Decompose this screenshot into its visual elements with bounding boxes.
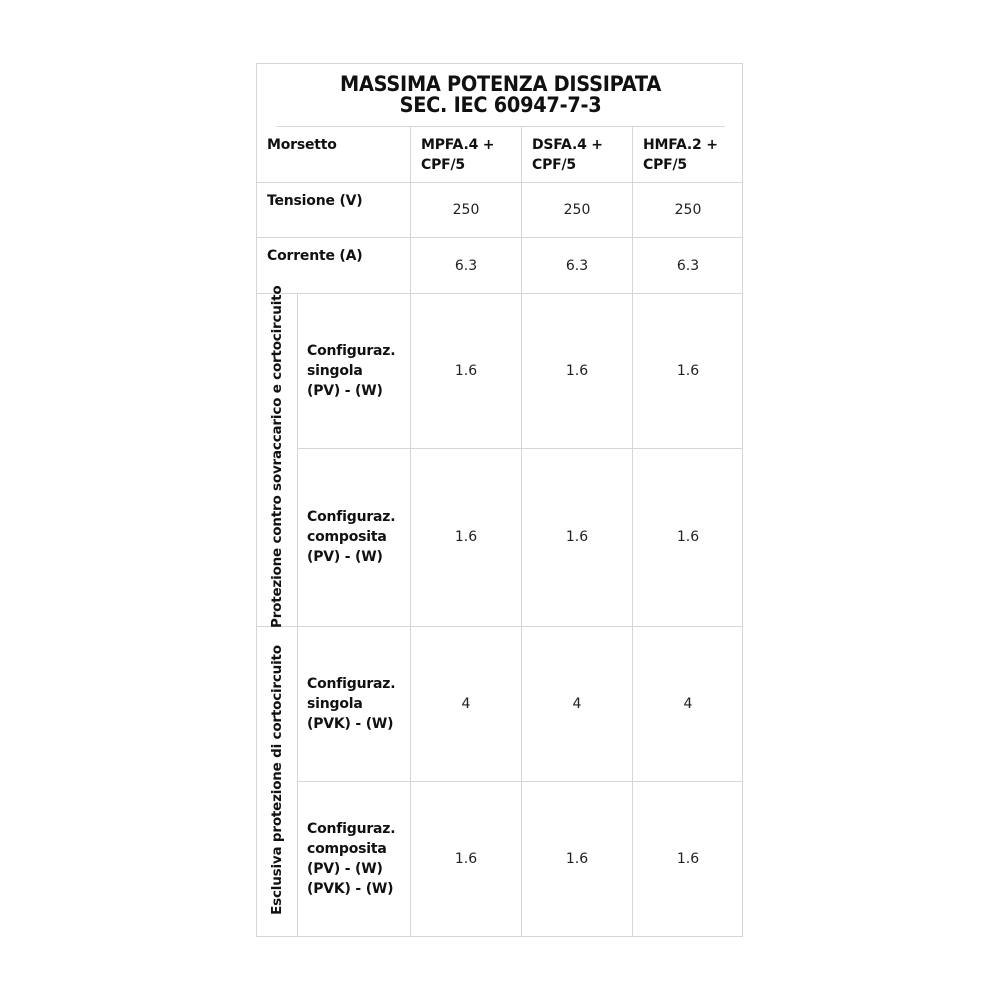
row-divider bbox=[257, 293, 742, 294]
cell-g1r2-1: 1.6 bbox=[454, 529, 478, 545]
group-label-esclusiva-cortocircuito: Esclusiva protezione di cortocircuito bbox=[269, 645, 285, 915]
cell-g2r1-3: 4 bbox=[683, 696, 693, 712]
cell-corrente-3: 6.3 bbox=[676, 258, 700, 274]
row-label-tensione: Tensione (V) bbox=[267, 193, 363, 209]
cell-tensione-2: 250 bbox=[563, 202, 591, 218]
cell-g2r2-3: 1.6 bbox=[676, 851, 700, 867]
row-label-config-singola-pvk: Configuraz. singola (PVK) - (W) bbox=[307, 676, 396, 732]
header-col-2: DSFA.4 + CPF/5 bbox=[532, 137, 603, 173]
row-label-config-composita-pv-pvk: Configuraz. composita (PV) - (W) (PVK) - (W) bbox=[307, 821, 396, 897]
row-divider bbox=[257, 237, 742, 238]
cell-g1r1-1: 1.6 bbox=[454, 363, 478, 379]
power-dissipation-table bbox=[256, 63, 743, 937]
header-col-1: MPFA.4 + CPF/5 bbox=[421, 137, 495, 173]
group-label-protezione-sovraccarico: Protezione contro sovraccarico e cortocircuito bbox=[269, 285, 285, 628]
header-label-morsetto: Morsetto bbox=[267, 137, 337, 153]
cell-g2r2-1: 1.6 bbox=[454, 851, 478, 867]
table-title bbox=[276, 64, 724, 127]
row-divider bbox=[257, 182, 742, 183]
cell-g2r1-2: 4 bbox=[572, 696, 582, 712]
row-label-config-composita-pv: Configuraz. composita (PV) - (W) bbox=[307, 509, 396, 565]
cell-g1r2-3: 1.6 bbox=[676, 529, 700, 545]
cell-g1r1-3: 1.6 bbox=[676, 363, 700, 379]
row-divider bbox=[297, 781, 742, 782]
cell-corrente-1: 6.3 bbox=[454, 258, 478, 274]
cell-g2r1-1: 4 bbox=[461, 696, 471, 712]
cell-g1r1-2: 1.6 bbox=[565, 363, 589, 379]
header-col-3: HMFA.2 + CPF/5 bbox=[643, 137, 718, 173]
row-divider bbox=[297, 448, 742, 449]
group-divider bbox=[297, 293, 298, 936]
cell-tensione-1: 250 bbox=[452, 202, 480, 218]
row-divider bbox=[257, 626, 742, 627]
cell-g2r2-2: 1.6 bbox=[565, 851, 589, 867]
row-label-config-singola-pv: Configuraz. singola (PV) - (W) bbox=[307, 343, 396, 399]
row-label-corrente: Corrente (A) bbox=[267, 248, 363, 264]
cell-tensione-3: 250 bbox=[674, 202, 702, 218]
cell-corrente-2: 6.3 bbox=[565, 258, 589, 274]
title-line-1: MASSIMA POTENZA DISSIPATA bbox=[340, 72, 661, 96]
cell-g1r2-2: 1.6 bbox=[565, 529, 589, 545]
title-line-2: SEC. IEC 60947-7-3 bbox=[399, 93, 602, 117]
